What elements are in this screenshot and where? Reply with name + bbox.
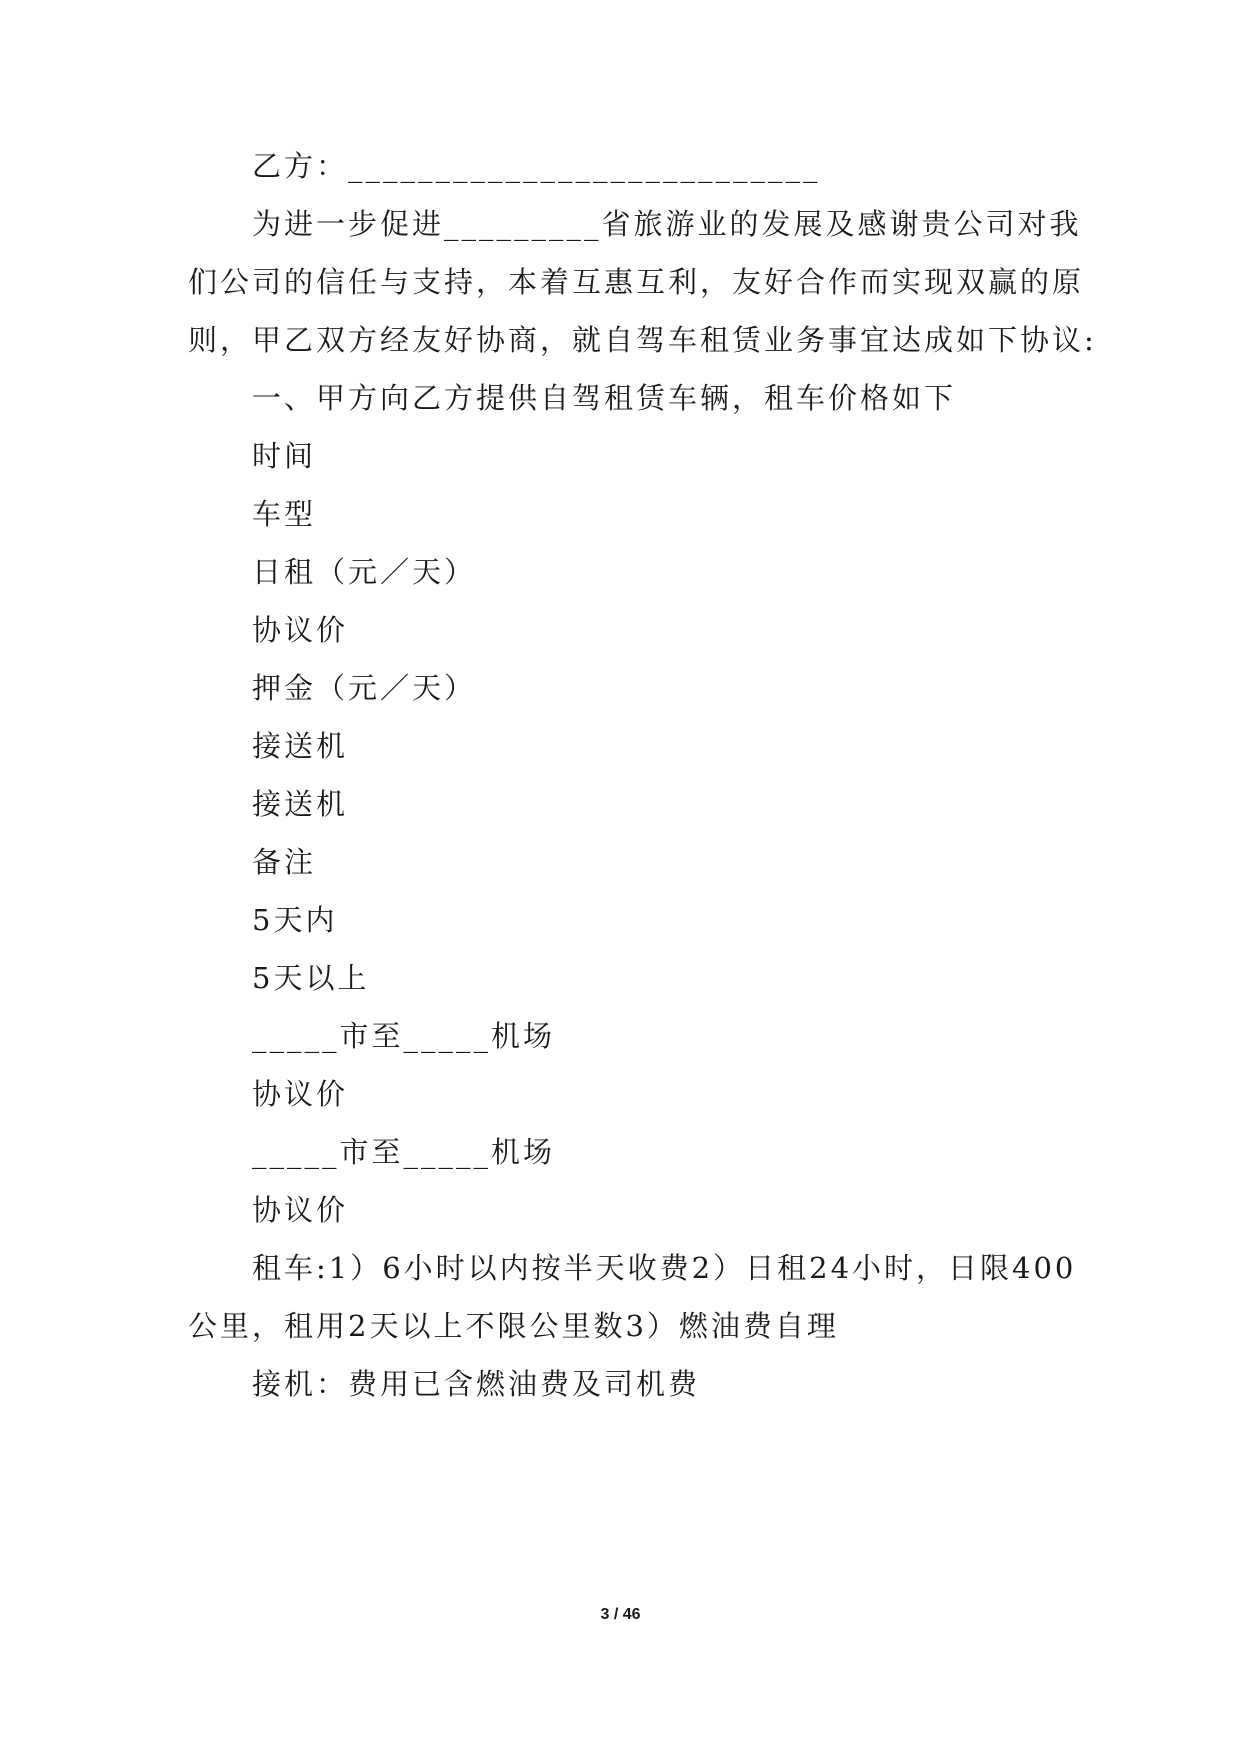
table-cell-deposit: 押金（元／天） bbox=[252, 671, 477, 705]
party-b-line: 乙方：___________________________ bbox=[252, 149, 821, 183]
table-cell-time: 时间 bbox=[252, 439, 317, 473]
table-cell-city-to-airport-1: _____市至_____机场 bbox=[252, 1019, 556, 1053]
intro-paragraph-line-2: 们公司的信任与支持，本着互惠互利，友好合作而实现双赢的原 bbox=[188, 265, 1085, 299]
table-cell-airport-transfer-1: 接送机 bbox=[252, 729, 349, 763]
section-heading: 一、甲方向乙方提供自驾租赁车辆，租车价格如下 bbox=[252, 381, 957, 415]
table-cell-over-5-days: 5天以上 bbox=[252, 961, 370, 995]
table-cell-city-to-airport-2: _____市至_____机场 bbox=[252, 1135, 556, 1169]
table-cell-agreed-price-2: 协议价 bbox=[252, 1077, 349, 1111]
table-cell-within-5-days: 5天内 bbox=[252, 903, 338, 937]
table-cell-daily-rent: 日租（元／天） bbox=[252, 555, 477, 589]
table-cell-remarks: 备注 bbox=[252, 845, 317, 879]
rental-terms-line-2: 公里，租用2天以上不限公里数3）燃油费自理 bbox=[188, 1309, 839, 1343]
table-cell-airport-transfer-2: 接送机 bbox=[252, 787, 349, 821]
rental-terms-line-1: 租车:1）6小时以内按半天收费2）日租24小时，日限400 bbox=[252, 1251, 1077, 1285]
pickup-terms-line: 接机：费用已含燃油费及司机费 bbox=[252, 1367, 701, 1401]
page-number: 3 / 46 bbox=[600, 1606, 641, 1623]
intro-paragraph-line-1: 为进一步促进_________省旅游业的发展及感谢贵公司对我 bbox=[252, 207, 1082, 241]
table-cell-vehicle-type: 车型 bbox=[252, 497, 317, 531]
table-cell-agreed-price: 协议价 bbox=[252, 613, 349, 647]
intro-paragraph-line-3: 则，甲乙双方经友好协商，就自驾车租赁业务事宜达成如下协议: bbox=[188, 323, 1097, 357]
table-cell-agreed-price-3: 协议价 bbox=[252, 1193, 349, 1227]
